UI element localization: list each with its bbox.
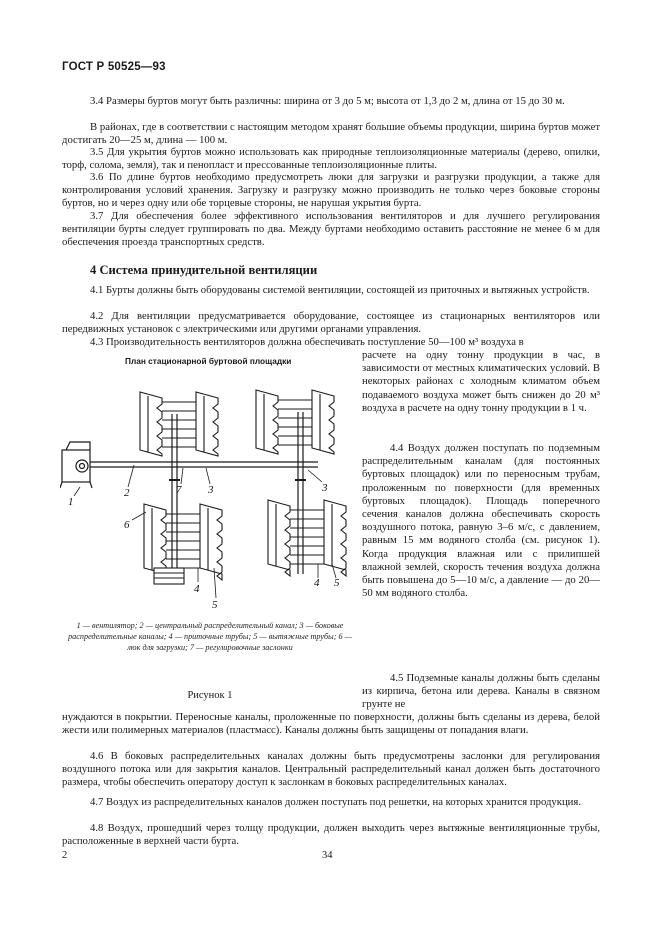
callout-exhaust-pipe-right: 5 [334,577,340,589]
callout-fan: 1 [68,496,74,508]
paragraph-4-6: 4.6 В боковых распределительных каналах должны быть предусмотрены заслонки для регулирования воздушного потока или для закрытия каналов. Центральный распределительный канал должен быть достаточного размера, чтобы обеспечить оператору доступ к заслонкам в боковых распределительных каналах. [62,750,600,789]
callout-supply-pipe-left: 4 [194,583,200,595]
callout-exhaust-pipe-left: 5 [212,599,218,611]
pile-pair-bottom-left-b [200,504,222,580]
figure-caption: 1 — вентилятор; 2 — центральный распределительный канал; 3 — боковые распределительные каналы; 4 — приточные трубы; 5 — вытяжные трубы; 6 — люк для загрузки; 7 — регулировочные заслонки [68,621,352,653]
paragraph-4-5-start: 4.5 Подземные каналы должны быть сделаны из кирпича, бетона или дерева. Каналы в связном грунте не [362,672,600,711]
pile-pair-top-right-ducts [278,400,312,445]
paragraph-4-3-start: 4.3 Производительность вентиляторов должна обеспечивать поступление 50—100 м³ воздуха в [90,336,524,348]
paragraph-4-8: 4.8 Воздух, прошедший через толщу продукции, должен выходить через вытяжные вентиляционные трубы, расположенные в верхней части бурта. [62,822,600,848]
callout-side-channel-right: 3 [322,482,328,494]
callout-central-channel: 2 [124,487,130,499]
figure-title: План стационарной буртовой площадки [125,356,292,366]
paragraph-3-5: 3.5 Для укрытия буртов можно использовать как природные теплоизоляционные материалы (дерево, опилки, торф, солома, земля), так и пенопласт и прессованные теплоизоляционные плиты. [62,146,600,172]
paragraph-4-4: 4.4 Воздух должен поступать по подземным распределительным каналам (для постоянных буртовых площадок) или по переносным трубам, проложенным по поверхности (для временных буртовых площадок). Площадь поперечного сечения каналов должна обеспечивать скорость воздушного потока, равную 3–6 м/с, с давлением, равным 15 мм водяного столба (см. рисунок 1). Когда продукция влажная или с прилипшей влажной землей, скорость течения воздуха должна быть повышена до 5—10 м/с, а давление — до 20—50 мм водяного столба. [362,442,600,600]
fan-icon [60,442,92,488]
paragraph-4-3-cont: расчете на одну тонну продукции в час, в зависимости от местных климатических условий. В некоторых районах с холодным климатом объем подаваемого воздуха может быть снижен до 20 м³ воздуха в расчете на одну тонну продукции в 1 ч. [362,349,600,414]
paragraph-4-7: 4.7 Воздух из распределительных каналов должен поступать под решетки, на которых хранится продукция. [90,796,581,808]
pile-pair-bottom-right-b [324,500,346,576]
callout-supply-pipe-right: 4 [314,577,320,589]
paragraph-4-5-cont: нуждаются в покрытии. Переносные каналы, проложенные по поверхности, должны быть сделаны из дерева, белой жести или полимерных материалов (пластмасс). Каналы должны быть защищены от попадания влаги. [62,711,600,737]
pile-pair-top-right-b [312,390,334,454]
callout-side-channel-left: 3 [208,484,214,496]
pile-pair-bottom-right-ducts [290,510,324,564]
ventilation-site-plan-diagram [60,372,360,617]
paragraph-4-2: 4.2 Для вентиляции предусматривается оборудование, состоящее из стационарных вентиляторов или передвижных установок с электрическими или другими органами управления. [62,310,600,336]
pile-pair-top-left-ducts [162,402,196,447]
callout-load-hatch: 6 [124,519,130,531]
paragraph-4-1: 4.1 Бурты должны быть оборудованы системой вентиляции, состоящей из приточных и вытяжных устройств. [90,284,590,296]
page-number-center: 34 [322,850,333,861]
paragraph-3-6: 3.6 По длине буртов необходимо предусмотреть люки для загрузки и разгрузки продукции, а также для контролирования условий хранения. Загрузку и разгрузку можно производить не только через боковые стороны буртов, но и через одну или обе торцевые стороны, не нарушая укрытия бурта. [62,171,600,210]
pile-pair-top-left-b [196,392,218,456]
pile-pair-bottom-right-a [268,500,290,576]
callout-damper: 7 [176,484,182,496]
pile-pair-top-left-a [140,392,162,456]
pile-pair-bottom-left-ducts [166,514,200,568]
paragraph-3-4-cont: В районах, где в соответствии с настоящим методом хранят большие объемы продукции, ширина буртов может достигать 20—25 м, длина — 100 м. [62,121,600,147]
section-4-heading: 4 Система принудительной вентиляции [90,263,318,277]
central-channel [90,462,318,467]
pile-pair-top-right-a [256,390,278,454]
document-code: ГОСТ Р 50525—93 [62,61,166,73]
figure-label: Рисунок 1 [187,690,233,701]
paragraph-3-4: 3.4 Размеры буртов могут быть различны: ширина от 3 до 5 м; высота от 1,3 до 2 м, длина от 15 до 30 м. [90,95,565,107]
load-hatch [154,568,184,584]
page-number-left: 2 [62,850,68,861]
paragraph-3-7: 3.7 Для обеспечения более эффективного использования вентиляторов и для лучшего регулирования вентиляции бурты следует группировать по два. Между буртами необходимо оставить расстояние не менее 6 м для обеспечения проезда транспортных средств. [62,210,600,249]
